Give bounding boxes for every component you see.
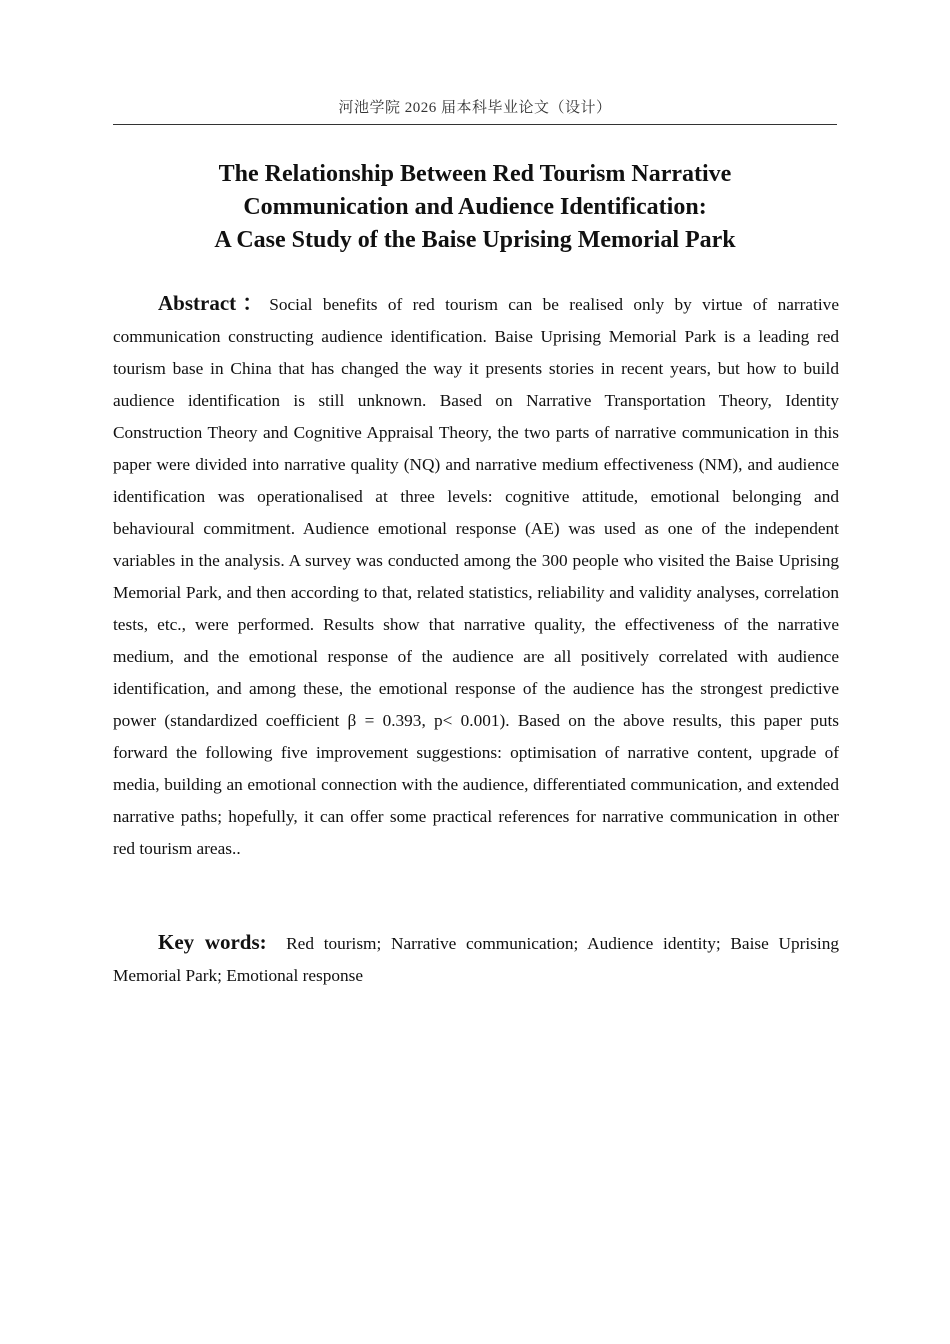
paper-title — [113, 158, 837, 257]
abstract-label: Abstract： — [158, 291, 270, 315]
title-line-1: The Relationship Between Red Tourism Narrative — [218, 161, 732, 187]
header-rule — [113, 124, 837, 125]
running-header: 河池学院 2026 届本科毕业论文（设计） — [338, 100, 612, 116]
keywords-text: Red tourism; Narrative communication; Audience identity; Baise Uprising Memorial Park; Emotional response — [113, 934, 839, 985]
title-line-3: A Case Study of the Baise Uprising Memorial Park — [214, 227, 736, 253]
title-line-2: Communication and Audience Identification: — [243, 194, 707, 220]
abstract-text: Social benefits of red tourism can be realised only by virtue of narrative communication constructing audience identification. Baise Uprising Memorial Park is a leading red tourism base in China that has changed the way it presents stories in recent years, but how to build audience identification is still unknown. Based on Narrative Transportation Theory, Identity Construction Theory and Cognitive Appraisal Theory, the two parts of narrative communication in this paper were divided into narrative quality (NQ) and narrative medium effectiveness (NM), and audience identification was operationalised at three levels: cognitive attitude, emotional belonging and behavioural commitment. Audience emotional response (AE) was used as one of the independent variables in the analysis. A survey was conducted among the 300 people who visited the Baise Uprising Memorial Park, and then according to that, related statistics, reliability and validity analyses, correlation tests, etc., were performed. Results show that narrative quality, the effectiveness of the narrative medium, and the emotional response of the audience are all positively correlated with audience identification, and among these, the emotional response of the audience has the strongest predictive power (standardized coefficient β = 0.393, p< 0.001). Based on the above results, this paper puts forward the following five improvement suggestions: optimisation of narrative content, upgrade of media, building an emotional connection with the audience, differentiated communication, and extended narrative paths; hopefully, it can offer some practical references for narrative communication in other red tourism areas.. — [113, 295, 839, 858]
keywords-paragraph — [113, 926, 839, 992]
keywords-label: Key words: — [158, 930, 267, 954]
abstract-paragraph — [113, 287, 839, 865]
